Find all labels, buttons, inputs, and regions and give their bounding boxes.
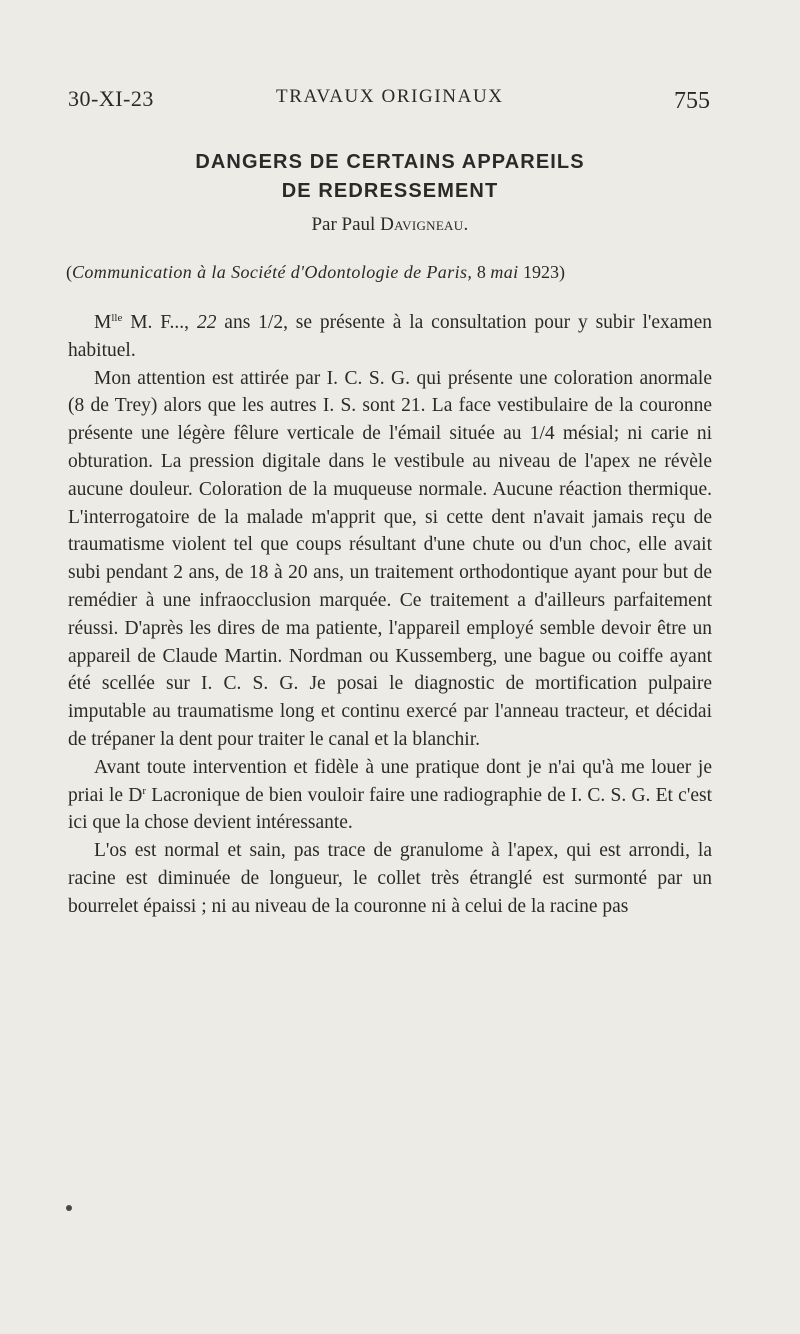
paragraph-1-text-a: M. F..., (122, 312, 197, 333)
communication-year: 1923 (518, 262, 560, 282)
page-number: 755 (674, 88, 710, 114)
honorific: M (94, 312, 112, 333)
communication-day: 8 (472, 262, 491, 282)
paragraph-1-text-b: ans 1/2, se présente à la consultation pour y subir l'examen habituel. (68, 312, 713, 361)
paragraph-3-text-b: Lacronique de bien vouloir faire une radiographie de I. C. S. G. Et c'est ici que la chose devient intéressante. (68, 784, 713, 834)
article-title-line-1: DANGERS DE CERTAINS APPAREILS (195, 151, 585, 173)
honorific-superscript: lle (111, 312, 123, 324)
paragraph-3 (68, 754, 712, 837)
communication-open-paren: ( (66, 262, 72, 282)
issue-date: 30-XI-23 (68, 86, 154, 111)
paragraph-3-text-a: Avant toute intervention et fidèle à une pratique dont je n'ai qu'à me louer je priai le D (68, 756, 712, 806)
section-title: TRAVAUX ORIGINAUX (276, 86, 504, 107)
doctor-superscript: r (142, 784, 146, 797)
communication-note (66, 262, 718, 283)
communication-close-paren: ) (559, 262, 566, 282)
article-body (68, 309, 712, 921)
article-title (68, 148, 712, 206)
paragraph-4: L'os est normal et sain, pas trace de granulome à l'apex, qui est arrondi, la racine est diminuée de longueur, le collet très étranglé est surmonté par un bourrelet épaissi ; ni au niveau de la couronne ni à celui de la racine pas (68, 840, 712, 917)
patient-age: 22 (196, 312, 217, 333)
article-title-line-2: DE REDRESSEMENT (281, 180, 499, 202)
running-head (68, 80, 712, 120)
byline-prefix: Par Paul (311, 214, 381, 235)
paragraph-2: Mon attention est attirée par I. C. S. G. qui présente une coloration anormale (8 de Trey) alors que les autres I. S. sont 21. La face vestibulaire de la couronne présente une légère fêlure verticale de l'émail située au 1/4 mésial; ni carie ni obturation. La pression digitale dans le vestibule au niveau de l'apex ne révèle aucune douleur. Coloration de la muqueuse normale. Aucune réaction thermique. L'interrogatoire de la malade m'apprit que, si cette dent n'avait jamais reçu de traumatisme violent tel que coups résultant d'une chute ou d'un choc, elle avait subi pendant 2 ans, de 18 à 20 ans, un traitement orthodontique ayant pour but de remédier à une infraocclusion marquée. Ce traitement a d'ailleurs parfaitement réussi. D'après les dires de ma patiente, l'appareil employé semble devoir être un appareil de Claude Martin. Nordman ou Kussemberg, une bague ou coiffe ayant été scellée sur I. C. S. G. Je posai le diagnostic de mortification pulpaire imputable au traumatisme long et continu exercé par l'anneau tracteur, et décidai de trépaner la dent pour traiter le canal et la blanchir. (68, 367, 712, 750)
paragraph-1 (68, 309, 712, 365)
communication-month: mai (490, 262, 519, 282)
byline (68, 214, 712, 236)
communication-text: Communication à la Société d'Odontologie de Paris, (72, 262, 473, 282)
author-name: Davigneau. (380, 214, 469, 235)
ink-speck (66, 1205, 72, 1211)
